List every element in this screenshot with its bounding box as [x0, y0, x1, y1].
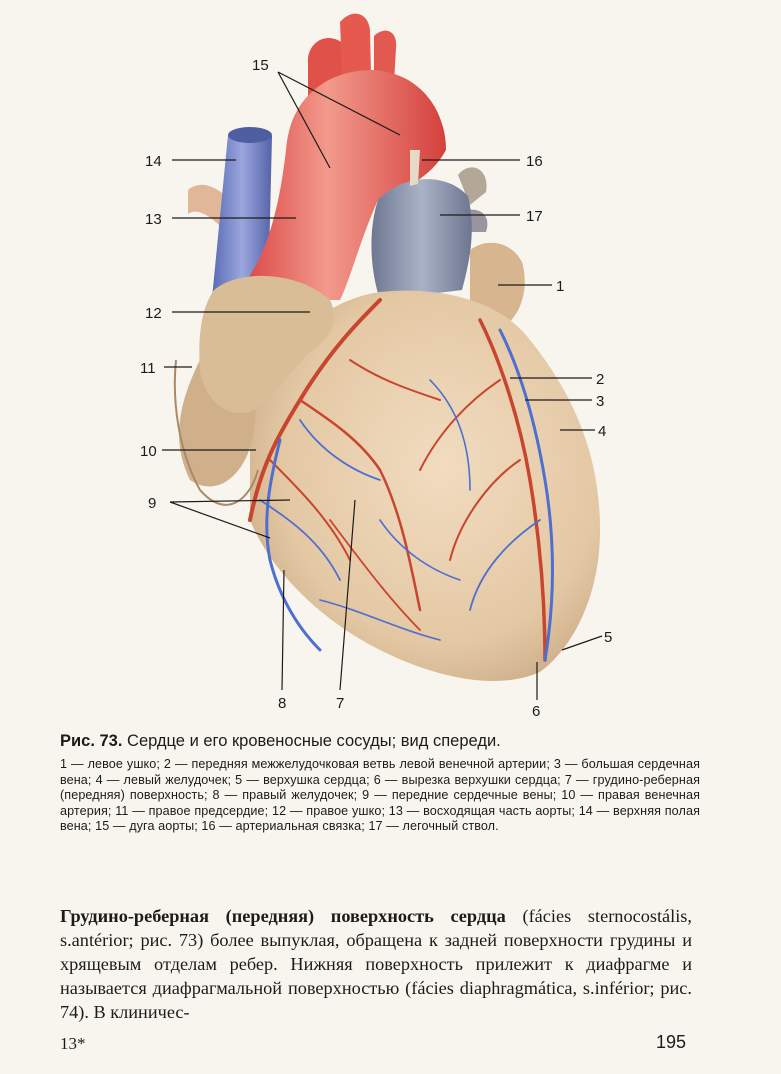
label-4: 4	[598, 423, 607, 440]
label-12: 12	[145, 305, 162, 322]
label-13: 13	[145, 211, 162, 228]
label-17: 17	[526, 208, 543, 225]
caption-title	[60, 732, 700, 751]
label-11: 11	[140, 360, 156, 377]
label-8: 8	[278, 695, 287, 712]
label-16: 16	[526, 153, 543, 170]
page-number: 195	[656, 1032, 687, 1052]
label-10: 10	[140, 443, 157, 460]
signature-mark: 13*	[60, 1034, 86, 1053]
body-lead-term: Грудино-реберная (передняя) поверхность сердца	[60, 906, 506, 926]
label-7: 7	[336, 695, 345, 712]
figure-caption	[60, 732, 700, 835]
caption-legend: 1 — левое ушко; 2 — передняя межжелудочковая ветвь левой венечной артерии; 3 — большая сердечная вена; 4 — левый желудочек; 5 — верхушка сердца; 6 — вырезка верхушки сердца; 7 — грудино-реберная (передняя) поверхность; 8 — правый желудочек; 9 — передние сердечные вены; 10 — правая венечная артерия; 11 — правое предсердие; 12 — правое ушко; 13 — восходящая часть аорты; 14 — верхняя полая вена; 15 — дуга аорты; 16 — артериальная связка; 17 — легочный ствол.	[60, 757, 700, 834]
figure-number: Рис. 73.	[60, 732, 123, 750]
body-text: (fácies sternocostális, s.antérior; рис. 73) более выпуклая, обращена к задней поверхности грудины и хрящевым отделам ребер. Нижняя поверхность прилежит к диафрагме и называется диафрагмальной поверхностью (fácies diaphragmática, s.inférior; рис. 74). В клиничес-	[60, 906, 692, 1022]
label-2: 2	[596, 371, 605, 388]
label-6: 6	[532, 703, 541, 720]
label-9: 9	[148, 495, 157, 512]
caption-title-text: Сердце и его кровеносные сосуды; вид спереди.	[122, 732, 501, 750]
body-paragraph	[60, 904, 692, 1024]
label-15: 15	[252, 57, 269, 74]
pulmonary-trunk	[371, 179, 471, 300]
label-1: 1	[556, 278, 565, 295]
label-5: 5	[604, 629, 613, 646]
label-14: 14	[145, 153, 162, 170]
label-3: 3	[596, 393, 605, 410]
